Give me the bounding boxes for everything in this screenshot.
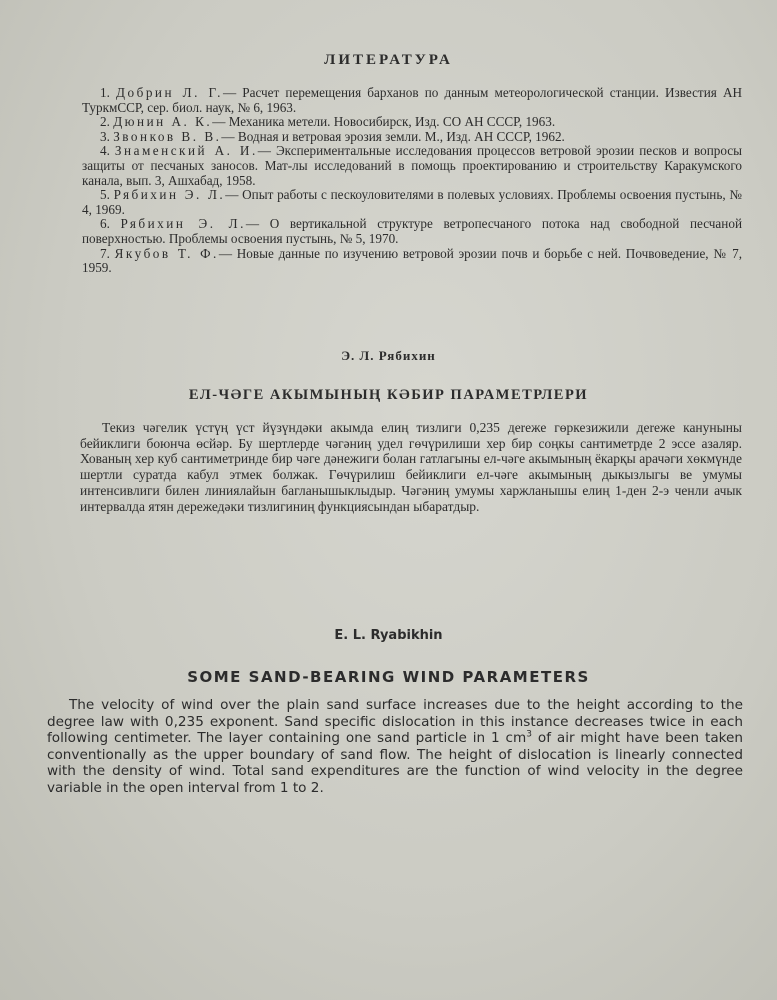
reference-text: — Водная и ветровая эрозия земли. М., Изд. АН СССР, 1962. — [221, 128, 565, 144]
reference-author: Звонков В. В. — [113, 128, 222, 144]
reference-author: Якубов Т. Ф. — [114, 245, 219, 261]
turkmen-title: ЕЛ-ЧӘГЕ АКЫМЫНЫҢ КӘБИР ПАРАМЕТРЛЕРИ — [188, 387, 589, 403]
reference-item: 7. Якубов Т. Ф.— Новые данные по изучению ветровой эрозии почв и борьбе с ней. Почвоведение, № 7, 1959. — [82, 245, 743, 276]
reference-item: 3. Звонков В. В.— Водная и ветровая эрозия земли. М., Изд. АН СССР, 1962. — [100, 128, 565, 144]
reference-text: — Расчет перемещения барханов по данным метеорологической станции. Известия АН ТуркмССР, сер. биол. наук, № 6, 1963. — [82, 85, 742, 115]
reference-item: 4. Знаменский А. И.— Экспериментальные исследования процессов ветровой эрозии песков и вопросы защиты от песчаных заносов. Мат-лы исследований в помощь проектированию и строительству Каракумского канала, вып. 3, Ашхабад, 1958. — [82, 143, 743, 188]
reference-text: — Экспериментальные исследования процессов ветровой эрозии песков и вопросы защиты от песчаных заносов. Мат-лы исследований в помощь проектированию и строительству Каракумского канала, вып. 3, Ашхабад, 1958. — [82, 143, 743, 188]
english-author: E. L. Ryabikhin — [334, 628, 443, 643]
reference-item: 5. Рябихин Э. Л.— Опыт работы с пескоуловителями в полевых условиях. Проблемы освоения пустынь, № 4, 1969. — [82, 187, 742, 217]
reference-list — [82, 86, 742, 276]
reference-text: — Новые данные по изучению ветровой эрозии почв и борьбе с ней. Почвоведение, № 7, 1959. — [82, 245, 743, 276]
superscript-exponent: 3 — [526, 729, 532, 740]
english-abstract: The velocity of wind over the plain sand surface increases due to the height according to the degree law with 0,235 exponent. Sand specific dislocation in this instance decreases twice in each following centimeter. The layer containing one sand particle in 1 $cm^3$ of air might have been taken conventionally as the upper boundary of sand flow. The height of dislocation is linearly connected with the density of wind. Total sand expenditures are the function of wind velocity in the degree variable in the open interval from 1 to 2. — [47, 697, 744, 796]
reference-author: Добрин Л. Г. — [116, 85, 223, 100]
turkmen-author: Э. Л. Рябихин — [341, 348, 436, 363]
reference-author: Дюнин А. К. — [113, 114, 213, 130]
reference-text: — О вертикальной структуре ветропесчаного потока над свободной песчаной поверхностью. Проблемы освоения пустынь, № 5, 1970. — [82, 216, 742, 246]
reference-author: Рябихин Э. Л. — [113, 187, 226, 203]
literature-heading: ЛИТЕРАТУРА — [324, 52, 453, 68]
turkmen-abstract: Текиз чәгелик үстүң үст йүзүндәки акымда елиң тизлиги 0,235 дereже гөркезижили дereже кануныны бейиклиги боюнча өсйәр. Бу шертлерде чәгәниң удел гөчүрилиши хер бир соңкы сантиметрде 2 эссе азаляр. Хованың хер куб сантиметринде бир чәге дәнежиги болан гатлагыны ел-чәге акымының ёкарқы арачәги хөкмүнде шертли суратда кабул этмек болжак. Гөчүрилиш бейиклиги ел-чәге акымының дыкызлыгы ве умумы интенсивлиги билен линиялайын багланышыклыдыр. Чәгәниң умумы харжланышы елиң 1-ден 2-э ченли ачык интервалда ятян дережедәки тизлигиниң функциясындан ыбаратдыр. — [80, 420, 742, 514]
reference-item: 1. Добрин Л. Г.— Расчет перемещения барханов по данным метеорологической станции. Известия АН ТуркмССР, сер. биол. наук, № 6, 1963. — [82, 85, 742, 115]
reference-item: 2. Дюнин А. К.— Механика метели. Новосибирск, Изд. СО АН СССР, 1963. — [100, 114, 556, 130]
reference-author: Знаменский А. И. — [114, 143, 258, 159]
english-title: SOME SAND-BEARING WIND PARAMETERS — [187, 668, 590, 686]
reference-author: Рябихин Э. Л. — [120, 216, 246, 232]
reference-text: — Опыт работы с пескоуловителями в полевых условиях. Проблемы освоения пустынь, № 4, 1969. — [82, 187, 742, 217]
reference-item: 6. Рябихин Э. Л.— О вертикальной структуре ветропесчаного потока над свободной песчаной поверхностью. Проблемы освоения пустынь, № 5, 1970. — [82, 216, 742, 246]
reference-text: — Механика метели. Новосибирск, Изд. СО АН СССР, 1963. — [212, 114, 556, 130]
